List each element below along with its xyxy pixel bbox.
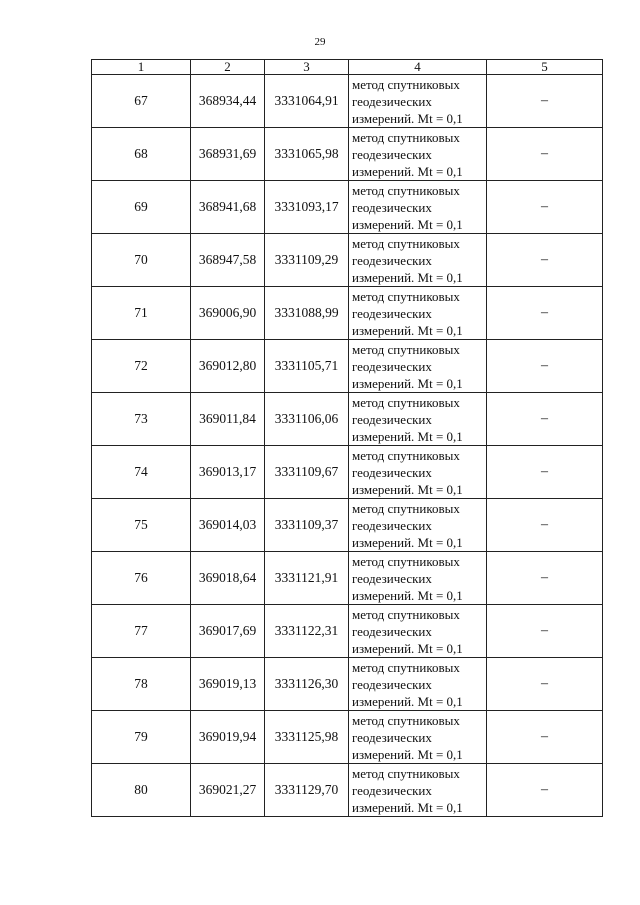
note-cell: – xyxy=(487,181,603,234)
method-cell: метод спутниковых геодезических измерений. Mt = 0,1 xyxy=(349,764,487,817)
point-number-cell: 68 xyxy=(92,128,191,181)
x-coordinate-cell: 369014,03 xyxy=(191,499,265,552)
note-cell: – xyxy=(487,75,603,128)
x-coordinate-cell: 368941,68 xyxy=(191,181,265,234)
x-coordinate-cell: 368931,69 xyxy=(191,128,265,181)
x-coordinate-cell: 369011,84 xyxy=(191,393,265,446)
note-cell: – xyxy=(487,764,603,817)
point-number-cell: 70 xyxy=(92,234,191,287)
table-row xyxy=(92,287,603,340)
table-row xyxy=(92,340,603,393)
y-coordinate-cell: 3331065,98 xyxy=(265,128,349,181)
y-coordinate-cell: 3331105,71 xyxy=(265,340,349,393)
method-cell: метод спутниковых геодезических измерений. Mt = 0,1 xyxy=(349,287,487,340)
header-col-2: 2 xyxy=(191,60,265,75)
method-cell: метод спутниковых геодезических измерений. Mt = 0,1 xyxy=(349,128,487,181)
table-row xyxy=(92,499,603,552)
method-cell: метод спутниковых геодезических измерений. Mt = 0,1 xyxy=(349,234,487,287)
y-coordinate-cell: 3331064,91 xyxy=(265,75,349,128)
note-cell: – xyxy=(487,552,603,605)
point-number-cell: 79 xyxy=(92,711,191,764)
point-number-cell: 77 xyxy=(92,605,191,658)
table-row xyxy=(92,393,603,446)
y-coordinate-cell: 3331122,31 xyxy=(265,605,349,658)
method-cell: метод спутниковых геодезических измерений. Mt = 0,1 xyxy=(349,499,487,552)
table-row xyxy=(92,605,603,658)
table-row xyxy=(92,552,603,605)
x-coordinate-cell: 368934,44 xyxy=(191,75,265,128)
table-row xyxy=(92,764,603,817)
point-number-cell: 69 xyxy=(92,181,191,234)
header-col-4: 4 xyxy=(349,60,487,75)
note-cell: – xyxy=(487,446,603,499)
x-coordinate-cell: 369017,69 xyxy=(191,605,265,658)
x-coordinate-cell: 369013,17 xyxy=(191,446,265,499)
y-coordinate-cell: 3331109,37 xyxy=(265,499,349,552)
table-row xyxy=(92,181,603,234)
y-coordinate-cell: 3331088,99 xyxy=(265,287,349,340)
table-row xyxy=(92,234,603,287)
point-number-cell: 73 xyxy=(92,393,191,446)
point-number-cell: 74 xyxy=(92,446,191,499)
note-cell: – xyxy=(487,340,603,393)
x-coordinate-cell: 369018,64 xyxy=(191,552,265,605)
note-cell: – xyxy=(487,128,603,181)
x-coordinate-cell: 369006,90 xyxy=(191,287,265,340)
x-coordinate-cell: 369012,80 xyxy=(191,340,265,393)
method-cell: метод спутниковых геодезических измерений. Mt = 0,1 xyxy=(349,340,487,393)
y-coordinate-cell: 3331121,91 xyxy=(265,552,349,605)
note-cell: – xyxy=(487,287,603,340)
method-cell: метод спутниковых геодезических измерений. Mt = 0,1 xyxy=(349,658,487,711)
note-cell: – xyxy=(487,499,603,552)
point-number-cell: 78 xyxy=(92,658,191,711)
point-number-cell: 71 xyxy=(92,287,191,340)
y-coordinate-cell: 3331106,06 xyxy=(265,393,349,446)
x-coordinate-cell: 369019,94 xyxy=(191,711,265,764)
y-coordinate-cell: 3331125,98 xyxy=(265,711,349,764)
header-col-5: 5 xyxy=(487,60,603,75)
page-number: 29 xyxy=(314,36,326,48)
method-cell: метод спутниковых геодезических измерений. Mt = 0,1 xyxy=(349,181,487,234)
y-coordinate-cell: 3331109,29 xyxy=(265,234,349,287)
note-cell: – xyxy=(487,605,603,658)
y-coordinate-cell: 3331126,30 xyxy=(265,658,349,711)
method-cell: метод спутниковых геодезических измерений. Mt = 0,1 xyxy=(349,552,487,605)
table-row xyxy=(92,446,603,499)
note-cell: – xyxy=(487,658,603,711)
point-number-cell: 67 xyxy=(92,75,191,128)
header-row xyxy=(92,60,603,75)
x-coordinate-cell: 369021,27 xyxy=(191,764,265,817)
y-coordinate-cell: 3331093,17 xyxy=(265,181,349,234)
table-row xyxy=(92,658,603,711)
method-cell: метод спутниковых геодезических измерений. Mt = 0,1 xyxy=(349,605,487,658)
table-row xyxy=(92,75,603,128)
table-body xyxy=(92,75,603,817)
point-number-cell: 75 xyxy=(92,499,191,552)
y-coordinate-cell: 3331109,67 xyxy=(265,446,349,499)
point-number-cell: 72 xyxy=(92,340,191,393)
method-cell: метод спутниковых геодезических измерений. Mt = 0,1 xyxy=(349,75,487,128)
point-number-cell: 80 xyxy=(92,764,191,817)
method-cell: метод спутниковых геодезических измерений. Mt = 0,1 xyxy=(349,711,487,764)
method-cell: метод спутниковых геодезических измерений. Mt = 0,1 xyxy=(349,393,487,446)
table-row xyxy=(92,128,603,181)
x-coordinate-cell: 368947,58 xyxy=(191,234,265,287)
coordinates-table xyxy=(91,59,603,817)
table-row xyxy=(92,711,603,764)
table-header xyxy=(92,60,603,75)
x-coordinate-cell: 369019,13 xyxy=(191,658,265,711)
note-cell: – xyxy=(487,234,603,287)
point-number-cell: 76 xyxy=(92,552,191,605)
header-col-3: 3 xyxy=(265,60,349,75)
method-cell: метод спутниковых геодезических измерений. Mt = 0,1 xyxy=(349,446,487,499)
note-cell: – xyxy=(487,711,603,764)
header-col-1: 1 xyxy=(92,60,191,75)
y-coordinate-cell: 3331129,70 xyxy=(265,764,349,817)
note-cell: – xyxy=(487,393,603,446)
